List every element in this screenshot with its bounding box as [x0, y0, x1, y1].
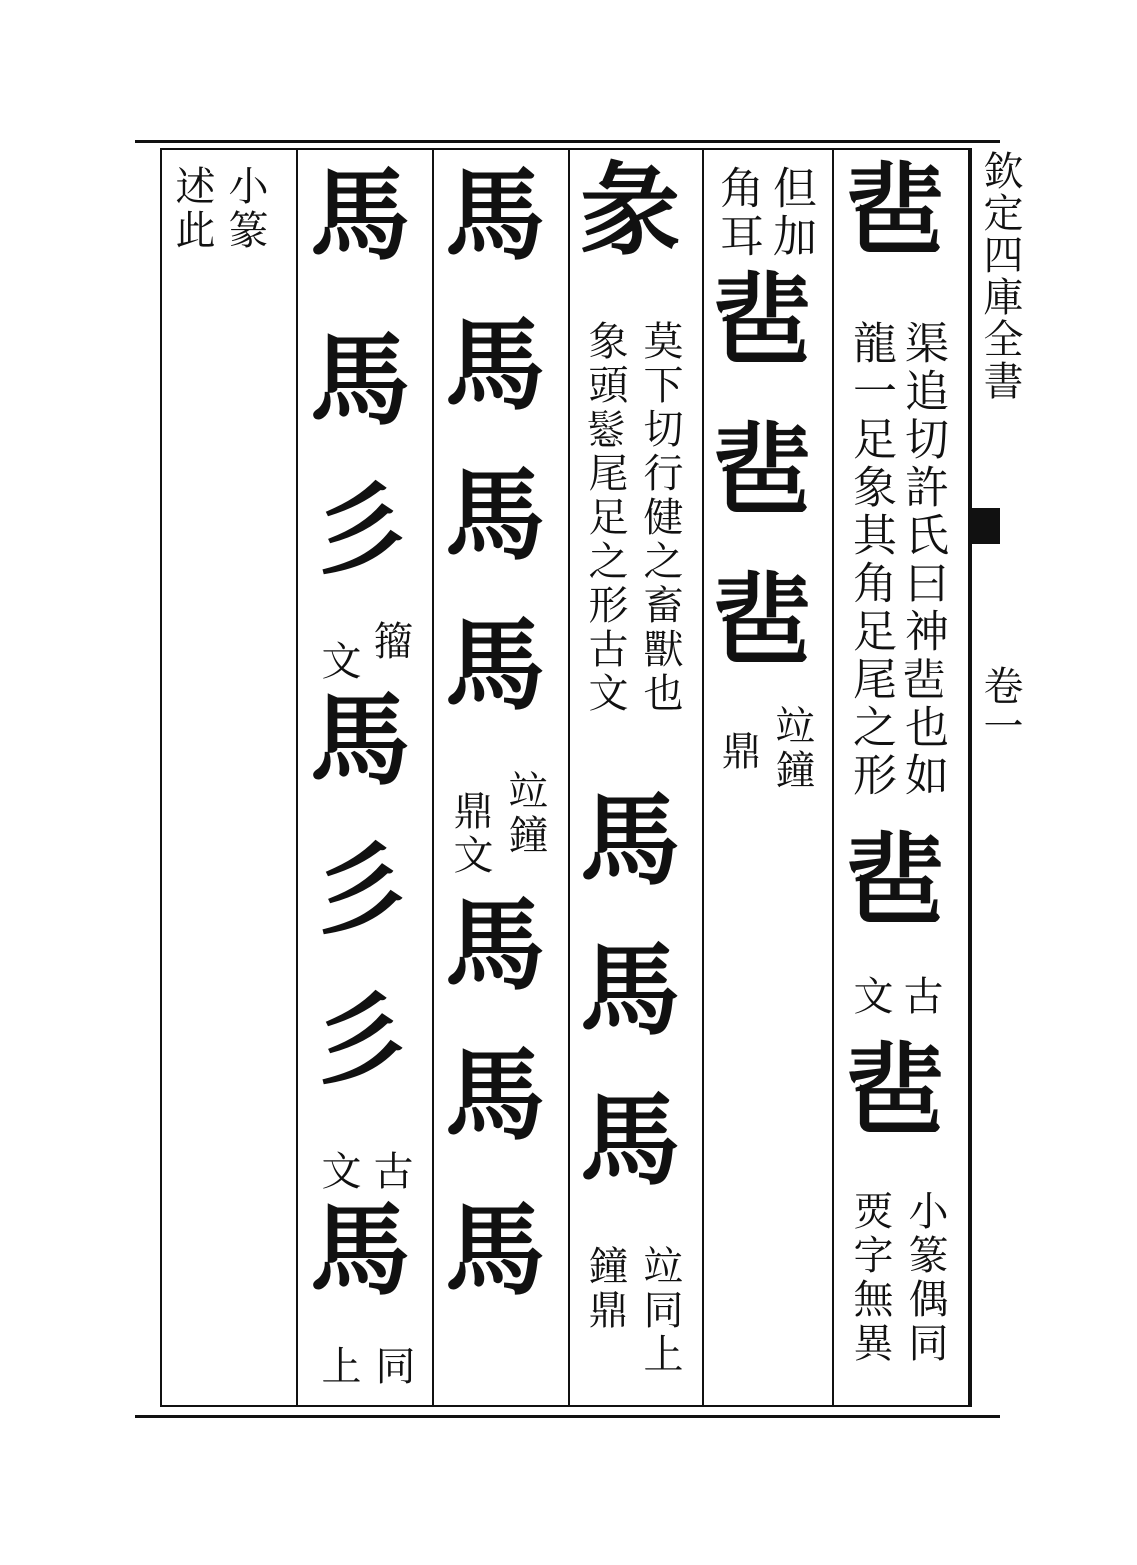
seal-character: 馬 [310, 321, 410, 439]
seal-character: 馬 [445, 886, 545, 1004]
seal-character: 馬 [445, 1191, 545, 1309]
fishtail-mark [970, 508, 1000, 544]
variant-label: 竝鐘 [769, 705, 815, 793]
seal-character: 𩇯 [712, 561, 812, 679]
column-divider [296, 148, 298, 1405]
column-divider [568, 148, 570, 1405]
seal-character: 馬 [580, 1081, 680, 1199]
variant-label: 文 [847, 975, 893, 1019]
seal-character: 馬 [445, 606, 545, 724]
column-divider [832, 148, 834, 1405]
variant-label: 鼎 [715, 730, 761, 774]
seal-character: 馬 [580, 781, 680, 899]
seal-character: 馬 [310, 681, 410, 799]
commentary-text: 角耳 [712, 165, 763, 261]
seal-character: 馬 [310, 156, 410, 274]
commentary-text: 小篆偶同 [902, 1190, 948, 1366]
variant-label: 文 [315, 1150, 361, 1194]
seal-character: 馬 [445, 306, 545, 424]
variant-label: 鐘鼎 [582, 1245, 628, 1333]
seal-character: 馬 [580, 931, 680, 1049]
variant-label: 同 [369, 1345, 415, 1389]
seal-character: 馬 [445, 1036, 545, 1154]
seal-character: 馬 [310, 1191, 410, 1309]
variant-label: 竝同上 [637, 1245, 683, 1377]
commentary-text: 龍一足象其角足尾之形 [845, 320, 896, 800]
commentary-text: 述此 [169, 165, 215, 253]
seal-character: 𩇯 [845, 821, 945, 939]
margin-title: 欽定四庫全書 [977, 150, 1023, 402]
variant-label: 竝鐘 [502, 770, 548, 858]
commentary-text: 莫下切行健之畜獸也 [637, 320, 683, 716]
commentary-text: 䙳字無異 [847, 1190, 893, 1366]
margin-juan: 卷一 [977, 665, 1023, 745]
variant-label: 古 [367, 1150, 413, 1194]
seal-character: 馬 [445, 456, 545, 574]
variant-label: 文 [315, 640, 361, 684]
column-divider [702, 148, 704, 1405]
seal-character: 彡 [310, 471, 410, 589]
seal-character: 彡 [310, 981, 410, 1099]
variant-label: 上 [315, 1345, 361, 1389]
column-divider [432, 148, 434, 1405]
commentary-text: 小篆 [222, 165, 268, 253]
seal-character: 彡 [310, 831, 410, 949]
commentary-text: 象頭𩭤尾足之形古文 [582, 320, 628, 716]
variant-label: 鼎文 [447, 790, 493, 878]
seal-character: 𩇯 [845, 151, 945, 269]
seal-character: 𩇯 [712, 411, 812, 529]
variant-label: 籀 [367, 620, 413, 664]
seal-character: 馬 [445, 156, 545, 274]
seal-character: 𩇯 [845, 1031, 945, 1149]
commentary-text: 但加 [765, 165, 816, 261]
seal-character: 彖 [580, 151, 680, 269]
variant-label: 古 [897, 975, 943, 1019]
seal-character: 𩇯 [712, 261, 812, 379]
commentary-text: 渠追切許氏曰神𩇯也如 [897, 320, 948, 800]
